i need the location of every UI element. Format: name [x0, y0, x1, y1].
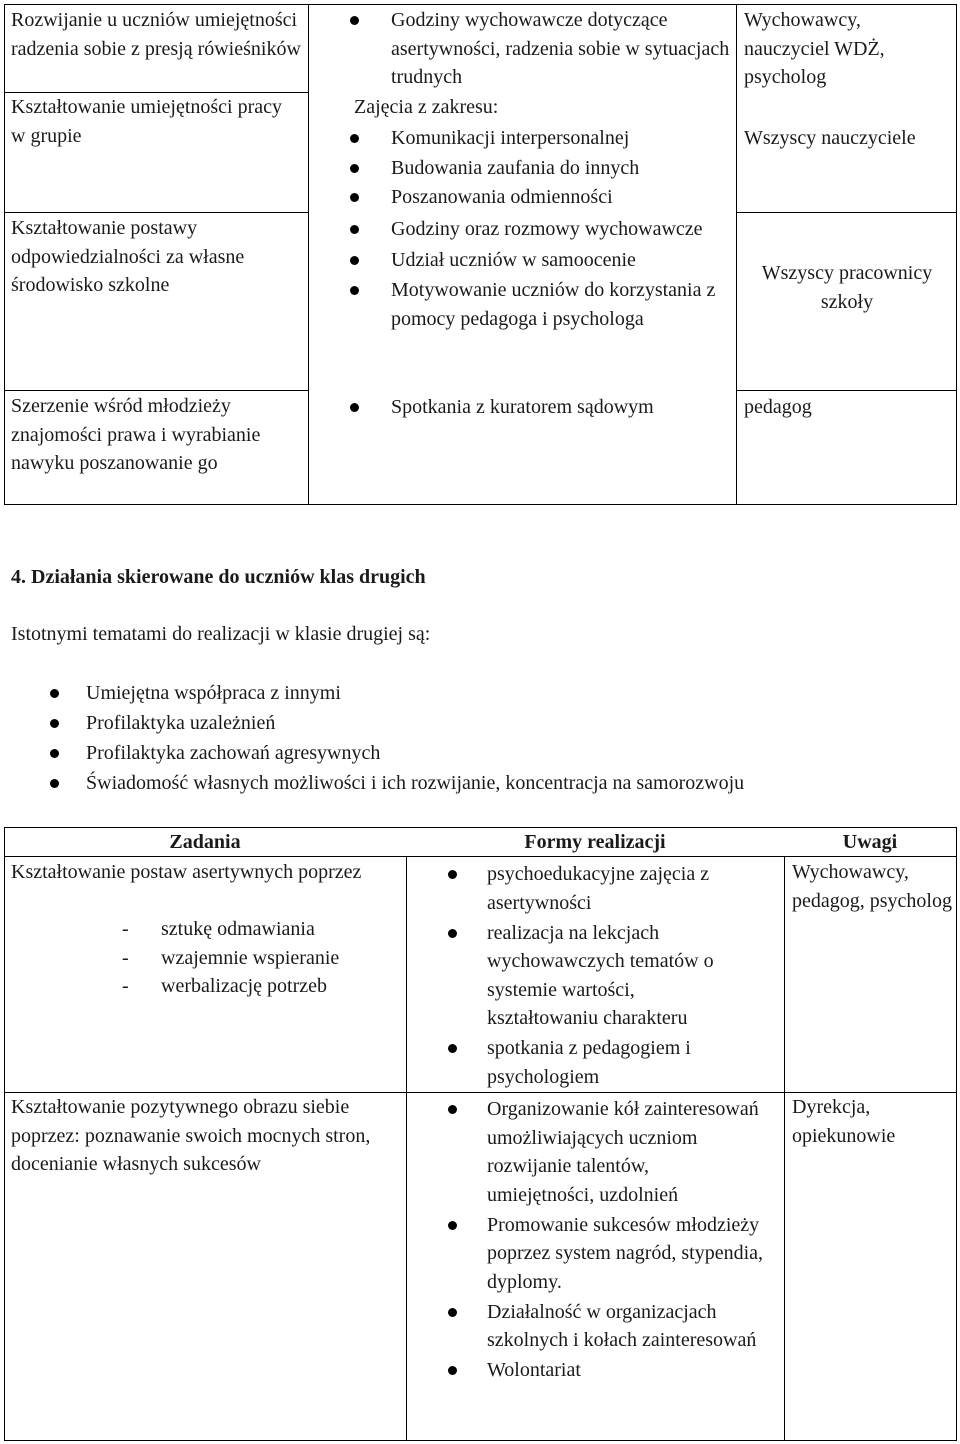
dash-icon: - [122, 975, 129, 997]
task-text: Kształtowanie postaw asertywnych poprzez [11, 861, 362, 883]
list-item-text: Świadomość własnych możliwości i ich rozwijanie, koncentracja na samorozwoju [86, 772, 745, 794]
table-tasks-border-bottom [4, 1440, 957, 1441]
list-item [449, 1211, 779, 1297]
list-item [352, 246, 732, 275]
dash-item [120, 944, 400, 973]
column-header-notes: Uwagi [842, 831, 898, 853]
list-item-text: realizacja na lekcjach wychowawczych tematów o systemie wartości, kształtowaniu charakteru [487, 921, 714, 1029]
list-item [50, 709, 950, 738]
list-item [449, 1298, 779, 1355]
bullet-icon [350, 193, 359, 202]
bullet-icon [350, 403, 359, 412]
goal-text: Kształtowanie umiejętności pracy w grupie [11, 96, 283, 147]
column-header-forms: Formy realizacji [524, 831, 666, 853]
list-item [449, 919, 739, 1033]
dash-item [120, 972, 400, 1001]
list-item [352, 183, 732, 212]
list-item [352, 154, 732, 183]
table-top-row-divider [4, 212, 308, 213]
bullet-icon [448, 929, 457, 938]
dash-icon: - [122, 918, 129, 940]
column-header-tasks: Zadania [169, 831, 241, 853]
dash-icon: - [122, 946, 129, 969]
list-item [449, 1356, 779, 1385]
table-top-who-cell [738, 259, 956, 316]
forms-list [449, 860, 779, 1091]
table-top-goal-cell [11, 214, 307, 300]
table-top-border-left [4, 4, 5, 505]
notes-text: Wychowawcy, pedagog, psycholog [792, 861, 952, 912]
bullet-icon [350, 286, 359, 295]
who-text: Wszyscy pracownicy szkoły [761, 262, 933, 313]
list-item [352, 124, 732, 153]
task-text: Kształtowanie pozytywnego obrazu siebie poprzez: poznawanie swoich mocnych stron, docenianie własnych sukcesów [11, 1096, 371, 1175]
task-cell [11, 858, 383, 887]
dash-item [120, 915, 400, 944]
table-top-goal-cell [11, 392, 301, 478]
dash-item-text: werbalizację potrzeb [161, 975, 328, 997]
list-item [50, 769, 950, 798]
list-item-text: spotkania z pedagogiem i psychologiem [487, 1037, 691, 1088]
list-item-text: Organizowanie kół zainteresowań umożliwiających uczniom rozwijanie talentów, umiejętności, uzdolnień [487, 1098, 759, 1206]
section-intro: Istotnymi tematami do realizacji w klasie drugiej są: [11, 623, 431, 645]
list-item [449, 860, 779, 917]
bullet-icon [350, 225, 359, 234]
forms-intro-text: Zajęcia z zakresu: [354, 96, 499, 118]
task-dash-list [120, 915, 400, 1001]
bullet-icon [448, 1308, 457, 1317]
who-text: Wszyscy nauczyciele [744, 127, 916, 149]
bullet-icon [350, 256, 359, 265]
list-item [449, 1034, 779, 1091]
list-item-text: Budowania zaufania do innych [391, 156, 640, 179]
who-text: pedagog [744, 396, 812, 418]
goal-text: Szerzenie wśród młodzieży znajomości prawa i wyrabianie nawyku poszanowanie go [11, 395, 261, 474]
list-item-text: Spotkania z kuratorem sądowym [391, 396, 654, 418]
notes-cell [792, 1093, 952, 1150]
bullet-icon [50, 779, 59, 788]
who-text: Wychowawcy, nauczyciel WDŻ, psycholog [744, 9, 885, 88]
table-top-border-bottom [4, 504, 957, 505]
table-top-forms-list [352, 6, 732, 92]
table-top-forms-list [352, 124, 732, 212]
table-top-who-cell [744, 393, 950, 422]
list-item [352, 276, 728, 333]
list-item [50, 679, 950, 708]
list-item-text: Godziny wychowawcze dotyczące asertywności, radzenia sobie w sytuacjach trudnych [391, 9, 730, 88]
bullet-icon [350, 164, 359, 173]
list-item [50, 739, 950, 768]
list-item-text: Umiejętna współpraca z innymi [86, 682, 341, 704]
dash-item-text: sztukę odmawiania [161, 918, 315, 940]
bullet-icon [350, 16, 359, 25]
list-item-text: Poszanowania odmienności [391, 186, 613, 208]
table-tasks-border-right [956, 827, 957, 1441]
forms-list [449, 1095, 779, 1385]
table-top-row-divider [4, 390, 308, 391]
list-item-text: Profilaktyka uzależnień [86, 712, 276, 734]
table-top-border-top [4, 4, 957, 5]
table-top-border-right [956, 4, 957, 505]
topics-list [50, 679, 950, 798]
bullet-icon [448, 1221, 457, 1230]
bullet-icon [50, 719, 59, 728]
bullet-icon [448, 1105, 457, 1114]
table-top-forms-list [352, 393, 732, 422]
table-tasks-col-divider-2 [784, 856, 785, 1441]
dash-item-text: wzajemnie wspieranie [161, 946, 340, 969]
goal-text: Rozwijanie u uczniów umiejętności radzenia sobie z presją rówieśników [11, 9, 301, 60]
table-top-row-divider [736, 390, 957, 391]
notes-cell [792, 858, 952, 915]
list-item-text: Działalność w organizacjach szkolnych i kołach zainteresowań [487, 1300, 757, 1351]
section-heading: 4. Działania skierowane do uczniów klas drugich [11, 566, 426, 588]
table-top-col-divider-1 [308, 4, 309, 505]
table-top-goal-cell [11, 93, 301, 150]
table-top-forms-intro [354, 93, 734, 122]
list-item-text: Promowanie sukcesów młodzieży poprzez system nagród, stypendia, dyplomy. [487, 1213, 764, 1293]
table-top-row-divider [736, 212, 957, 213]
bullet-icon [448, 1044, 457, 1053]
list-item-text: Motywowanie uczniów do korzystania z pomocy pedagoga i psychologa [391, 279, 716, 330]
list-item-text: Profilaktyka zachowań agresywnych [86, 742, 381, 764]
bullet-icon [50, 689, 59, 698]
bullet-icon [448, 1366, 457, 1375]
table-top-who-cell [744, 6, 950, 92]
table-top-forms-list [352, 215, 732, 333]
list-item [449, 1095, 759, 1209]
list-item-text: psychoedukacyjne zajęcia z asertywności [487, 863, 710, 914]
bullet-icon [448, 870, 457, 879]
bullet-icon [50, 749, 59, 758]
table-tasks-col-divider-1 [406, 856, 407, 1441]
table-top-goal-cell [11, 6, 301, 63]
bullet-icon [350, 134, 359, 143]
list-item [352, 215, 722, 244]
table-top-who-cell [744, 124, 950, 153]
table-tasks-border-left [4, 827, 5, 1441]
task-cell [11, 1093, 386, 1179]
list-item-text: Komunikacji interpersonalnej [391, 127, 630, 149]
list-item-text: Godziny oraz rozmowy wychowawcze [391, 218, 703, 240]
goal-text: Kształtowanie postawy odpowiedzialności za własne środowisko szkolne [11, 217, 245, 296]
list-item [352, 393, 732, 422]
list-item [352, 6, 732, 92]
list-item-text: Udział uczniów w samoocenie [391, 248, 636, 271]
list-item-text: Wolontariat [487, 1359, 581, 1381]
table-top-col-divider-2 [736, 4, 737, 505]
notes-text: Dyrekcja, opiekunowie [792, 1096, 896, 1147]
